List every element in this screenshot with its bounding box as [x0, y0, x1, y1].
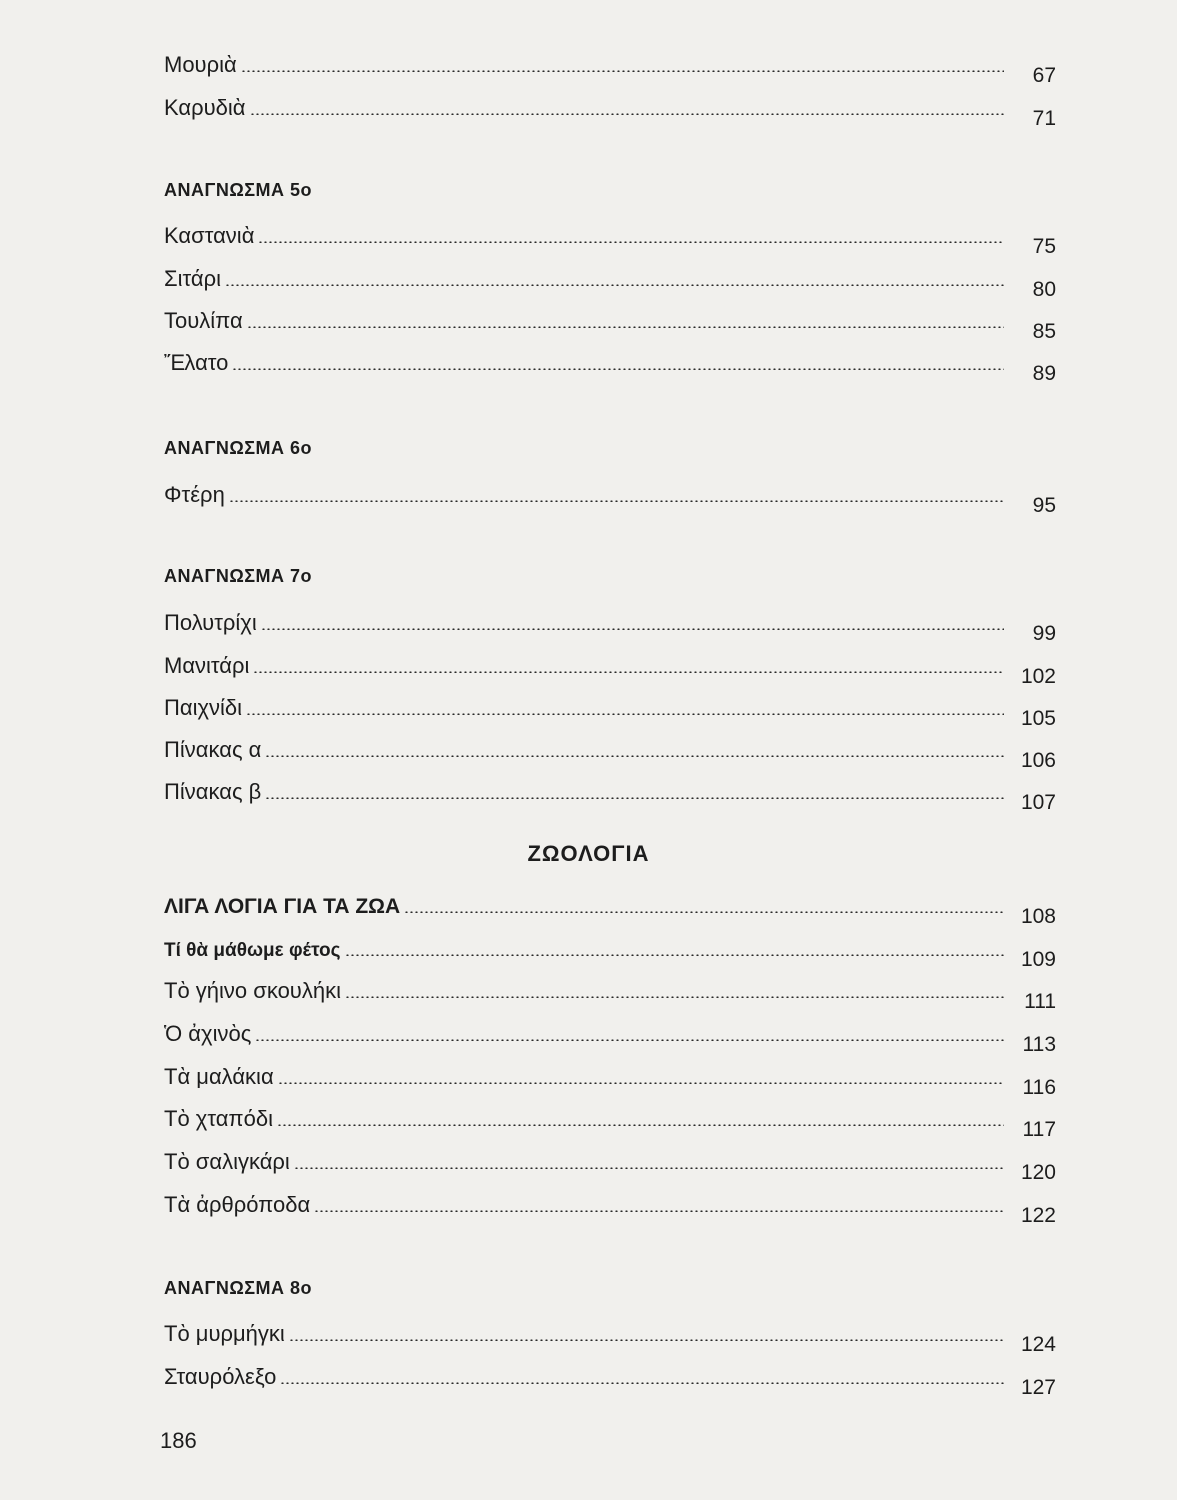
entry-title: Καρυδιὰ [164, 95, 246, 120]
dot-leader [345, 954, 1004, 956]
toc-entry [164, 342, 1056, 385]
dot-leader [289, 1339, 1004, 1341]
dot-leader [280, 1382, 1004, 1384]
toc-entry [164, 1141, 1056, 1184]
toc-entry [164, 1356, 1056, 1399]
entry-page: 122 [1020, 1204, 1056, 1227]
entry-title: Σιτάρι [164, 266, 221, 291]
dot-leader [404, 911, 1004, 913]
entry-page: 99 [1032, 622, 1056, 645]
entry-page: 108 [1020, 905, 1056, 928]
toc-entry [164, 87, 1056, 130]
entry-title: Παιχνίδι [164, 695, 243, 720]
toc-entry [164, 771, 1056, 814]
toc-entry [164, 928, 1056, 971]
entry-title: Τὸ γήινο σκουλήκι [164, 978, 341, 1003]
entry-page: 95 [1032, 494, 1056, 517]
toc-entry [164, 729, 1056, 772]
entry-page: 67 [1032, 64, 1056, 87]
entry-page: 85 [1032, 320, 1056, 343]
entry-title: Τὰ ἀρθρόποδα [164, 1192, 311, 1217]
toc-entry [164, 1013, 1056, 1056]
toc-entry [164, 1184, 1056, 1227]
dot-leader [225, 284, 1004, 286]
entry-title: Σταυρόλεξο [164, 1364, 277, 1389]
entry-title: Φτέρη [164, 482, 225, 507]
entry-title: Πίνακας β [164, 779, 262, 804]
entry-page: 113 [1022, 1033, 1056, 1056]
entry-page: 89 [1032, 362, 1056, 385]
entry-page: 116 [1022, 1076, 1056, 1099]
entry-title: Ἔλατο [164, 350, 229, 375]
toc-entry [164, 970, 1056, 1013]
dot-leader [247, 326, 1004, 328]
entry-title: Μουριὰ [164, 52, 237, 77]
dot-leader [241, 70, 1004, 72]
entry-page: 111 [1024, 990, 1056, 1013]
entry-title: Τὰ μαλάκια [164, 1064, 274, 1089]
dot-leader [250, 113, 1004, 115]
dot-leader [229, 500, 1004, 502]
section-heading: ΑΝΑΓΝΩΣΜΑ 8ο [164, 1278, 313, 1298]
dot-leader [246, 713, 1004, 715]
toc-entry [164, 215, 1056, 258]
entry-title: Τὸ σαλιγκάρι [164, 1149, 290, 1174]
entry-title: Τί θὰ μάθωμε φέτος [164, 940, 341, 961]
entry-page: 120 [1020, 1161, 1056, 1184]
entry-page: 106 [1020, 749, 1056, 772]
dot-leader [232, 368, 1004, 370]
section-heading: ΑΝΑΓΝΩΣΜΑ 6ο [164, 438, 313, 458]
toc-entry [164, 474, 1056, 517]
dot-leader [345, 996, 1004, 998]
entry-title: Τουλίπα [164, 308, 243, 333]
entry-title: Ὁ ἀχινὸς [164, 1021, 252, 1046]
entry-page: 75 [1032, 235, 1056, 258]
entry-page: 124 [1020, 1333, 1056, 1356]
toc-entry [164, 258, 1056, 301]
dot-leader [314, 1210, 1004, 1212]
section-heading: ΑΝΑΓΝΩΣΜΑ 5ο [164, 180, 313, 200]
entry-page: 107 [1020, 791, 1056, 814]
entry-title: Πολυτρίχι [164, 610, 257, 635]
dot-leader [253, 671, 1004, 673]
dot-leader [277, 1124, 1004, 1126]
toc-entry [164, 44, 1056, 87]
toc-entry [164, 1098, 1056, 1141]
entry-page: 127 [1020, 1376, 1056, 1399]
zoology-section-title: ΖΩΟΛΟΓΙΑ [527, 841, 650, 866]
entry-page: 102 [1020, 665, 1056, 688]
toc-entry [164, 1313, 1056, 1356]
entry-title: Τὸ χταπόδι [164, 1106, 273, 1131]
entry-title: Μανιτάρι [164, 653, 250, 678]
dot-leader [278, 1082, 1004, 1084]
dot-leader [258, 241, 1004, 243]
dot-leader [294, 1167, 1004, 1169]
entry-page: 105 [1020, 707, 1056, 730]
dot-leader [261, 628, 1004, 630]
toc-entry [164, 645, 1056, 688]
section-heading: ΑΝΑΓΝΩΣΜΑ 7ο [164, 566, 313, 586]
entry-title: ΛΙΓΑ ΛΟΓΙΑ ΓΙΑ ΤΑ ΖΩΑ [164, 895, 401, 918]
entry-page: 109 [1020, 948, 1056, 971]
dot-leader [265, 755, 1004, 757]
entry-page: 80 [1032, 278, 1056, 301]
entry-title: Τὸ μυρμήγκι [164, 1321, 285, 1346]
entry-page: 117 [1022, 1118, 1056, 1141]
toc-entry [164, 687, 1056, 730]
toc-entry [164, 885, 1056, 928]
dot-leader [265, 797, 1004, 799]
entry-title: Πίνακας α [164, 737, 262, 762]
toc-entry [164, 602, 1056, 645]
dot-leader [255, 1039, 1004, 1041]
entry-page: 71 [1032, 107, 1056, 130]
page-number: 186 [160, 1428, 197, 1453]
entry-title: Καστανιὰ [164, 223, 255, 248]
toc-entry [164, 1056, 1056, 1099]
toc-entry [164, 300, 1056, 343]
